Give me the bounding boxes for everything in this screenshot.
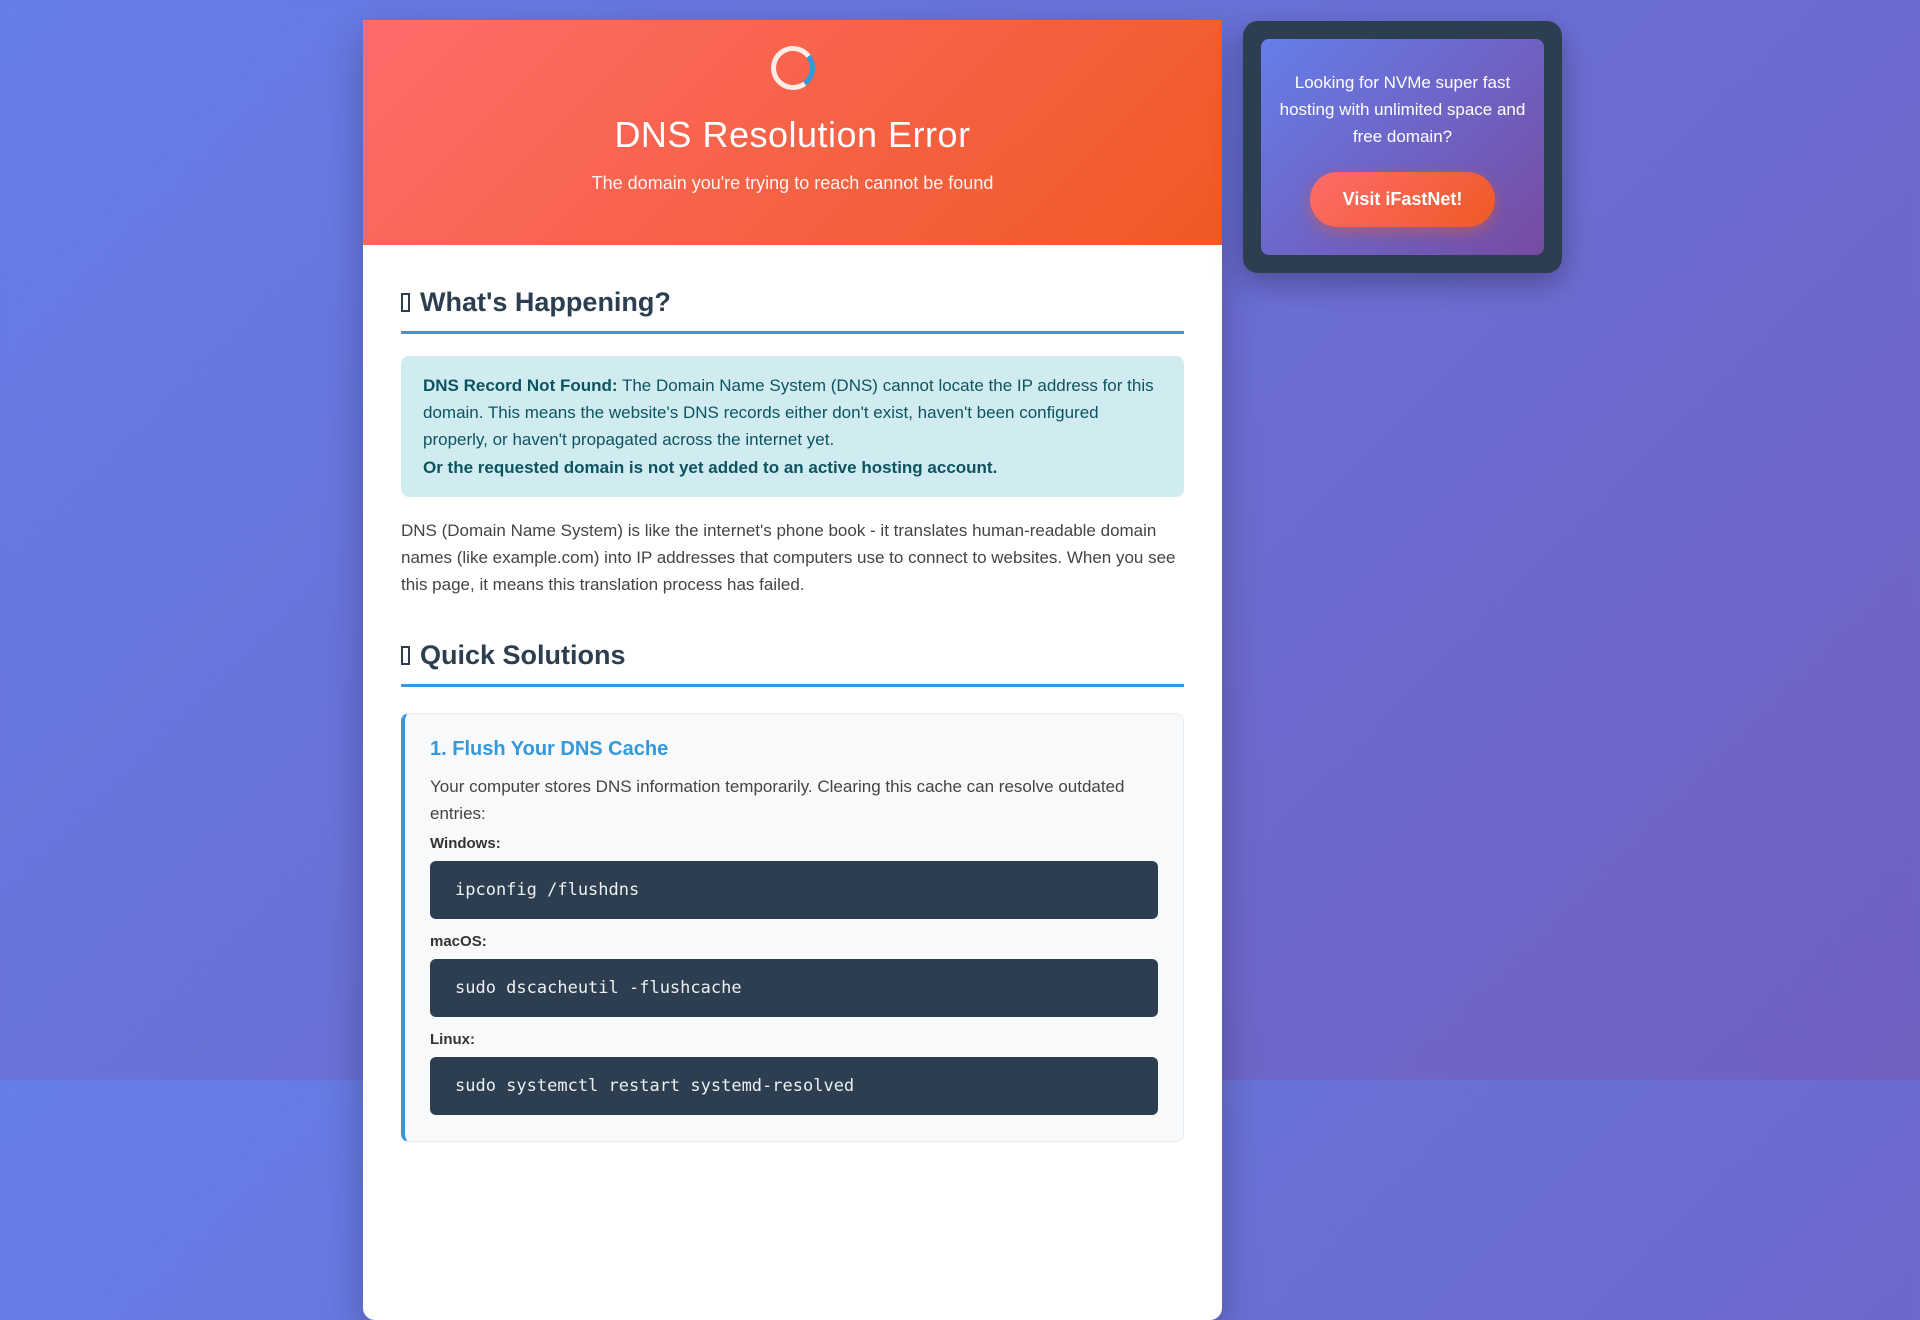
solution-card-flush-dns — [401, 713, 1184, 1142]
solution-description: Your computer stores DNS information temporarily. Clearing this cache can resolve outdated entries: — [430, 777, 1125, 823]
code-block-linux: sudo systemctl restart systemd-resolved — [430, 1057, 1158, 1115]
quick-solutions-heading — [401, 640, 1184, 687]
whats-happening-heading — [401, 287, 1184, 334]
page-title: DNS Resolution Error — [614, 114, 971, 155]
dns-error-card — [363, 20, 1222, 1320]
dns-explanation-paragraph: DNS (Domain Name System) is like the internet's phone book - it translates human-readable domain names (like example.com) into IP addresses that computers use to connect to websites. When you see this page, it means this translation process has failed. — [401, 520, 1176, 595]
hosting-ad-text: Looking for NVMe super fast hosting with unlimited space and free domain? — [1279, 73, 1526, 147]
hosting-ad-card — [1243, 21, 1562, 273]
error-header — [363, 20, 1222, 245]
info-box-footer: Or the requested domain is not yet added to an active hosting account. — [423, 457, 998, 477]
missing-emoji-tofu-icon — [401, 293, 410, 312]
visit-ifastnet-button[interactable]: Visit iFastNet! — [1310, 172, 1496, 227]
code-block-macos: sudo dscacheutil -flushcache — [430, 959, 1158, 1017]
whats-happening-heading-label: What's Happening? — [420, 287, 671, 317]
missing-emoji-tofu-icon — [401, 646, 410, 665]
page-subtitle: The domain you're trying to reach cannot be found — [591, 173, 994, 193]
loading-spinner-icon — [768, 43, 818, 93]
platform-label-windows: Windows: — [430, 835, 501, 852]
card-content — [363, 245, 1222, 1182]
platform-label-linux: Linux: — [430, 1031, 475, 1049]
solution-title: 1. Flush Your DNS Cache — [430, 738, 669, 761]
info-box-body: The Domain Name System (DNS) cannot locate the IP address for this domain. This means the website's DNS records either don't exist, haven't been configured properly, or haven't propagated across the internet yet. — [423, 376, 1154, 450]
info-box-lead: DNS Record Not Found: — [423, 376, 618, 395]
dns-not-found-info-box — [401, 356, 1184, 497]
hosting-ad-panel — [1261, 39, 1544, 255]
platform-label-macos: macOS: — [430, 933, 487, 951]
code-block-windows: ipconfig /flushdns — [430, 861, 1158, 919]
quick-solutions-heading-label: Quick Solutions — [420, 640, 626, 671]
